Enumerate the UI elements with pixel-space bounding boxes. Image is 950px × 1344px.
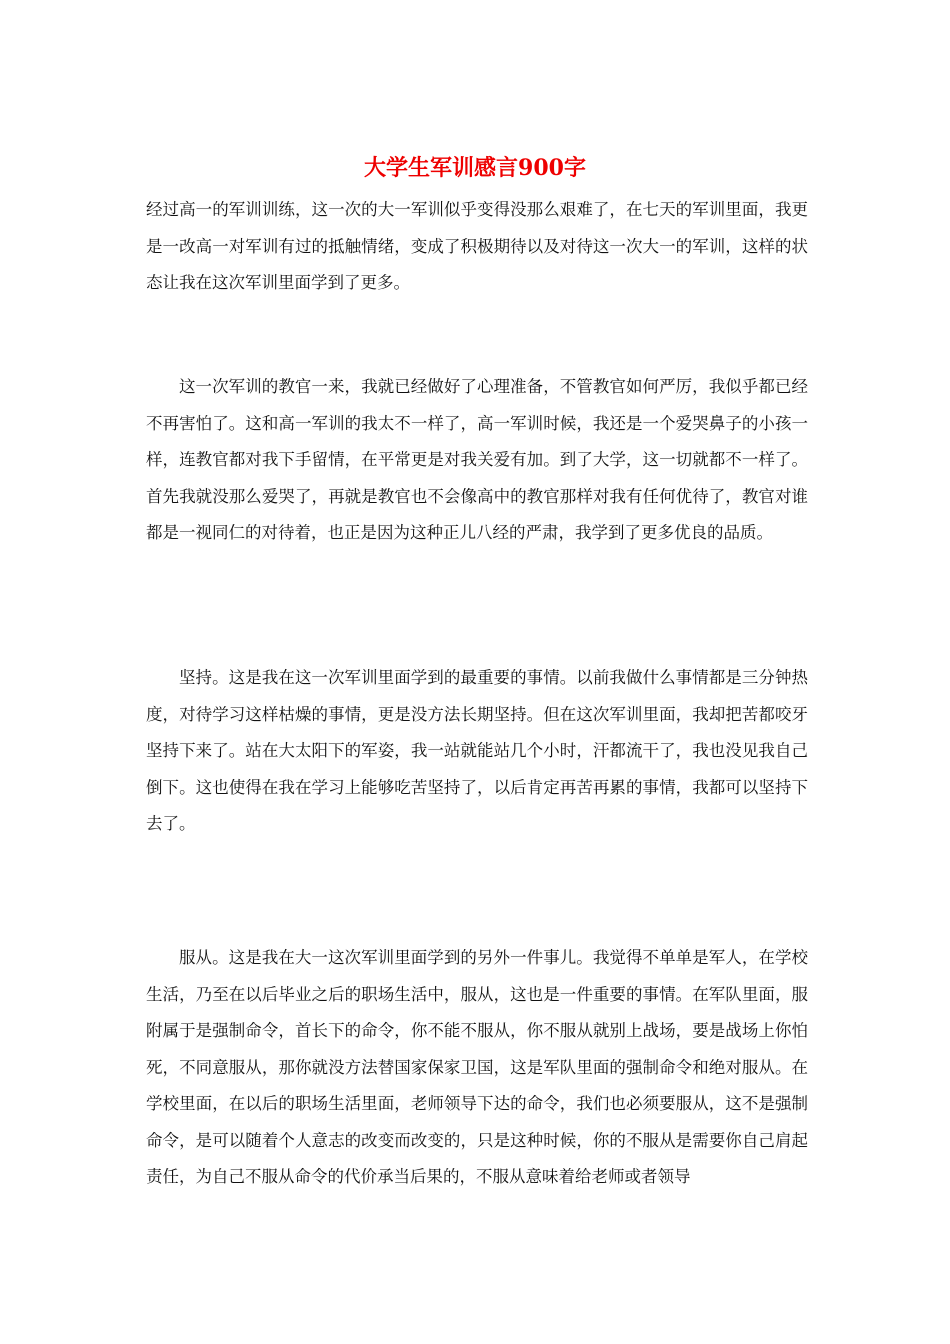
page-title: 大学生军训感言900字 bbox=[364, 155, 586, 181]
paragraph-obedience: 服从。这是我在大一这次军训里面学到的另外一件事儿。我觉得不单单是军人，在学校生活，乃至在以后毕业之后的职场生活中，服从，这也是一件重要的事情。在军队里面，服附属于是强制命令，首长下的命令，你不能不服从，你不服从就别上战场，要是战场上你怕死，不同意服从，那你就没方法替国家保家卫国，这是军队里面的强制命令和绝对服从。在学校里面，在以后的职场生活里面，老师领导下达的命令，我们也必须要服从，这不是强制命令，是可以随着个人意志的改变而改变的，只是这种时候，你的不服从是需要你自己肩起责任，为自己不服从命令的代价承当后果的，不服从意味着给老师或者领导 bbox=[146, 948, 808, 1186]
paragraph-instructor: 这一次军训的教官一来，我就已经做好了心理准备，不管教官如何严厉，我似乎都已经不再害怕了。这和高一军训的我太不一样了，高一军训时候，我还是一个爱哭鼻子的小孩一样，连教官都对我下手留情，在平常更是对我关爱有加。到了大学，这一切就都不一样了。首先我就没那么爱哭了，再就是教官也不会像高中的教官那样对我有任何优待了，教官对谁都是一视同仁的对待着，也正是因为这种正儿八经的严肃，我学到了更多优良的品质。 bbox=[146, 377, 808, 542]
paragraph-intro: 经过高一的军训训练，这一次的大一军训似乎变得没那么艰难了，在七天的军训里面，我更是一改高一对军训有过的抵触情绪，变成了积极期待以及对待这一次大一的军训，这样的状态让我在这次军训里面学到了更多。 bbox=[146, 200, 808, 292]
paragraph-persistence: 坚持。这是我在这一次军训里面学到的最重要的事情。以前我做什么事情都是三分钟热度，对待学习这样枯燥的事情，更是没方法长期坚持。但在这次军训里面，我却把苦都咬牙坚持下来了。站在大太阳下的军姿，我一站就能站几个小时，汗都流干了，我也没见我自己倒下。这也使得在我在学习上能够吃苦坚持了，以后肯定再苦再累的事情，我都可以坚持下去了。 bbox=[146, 668, 808, 833]
